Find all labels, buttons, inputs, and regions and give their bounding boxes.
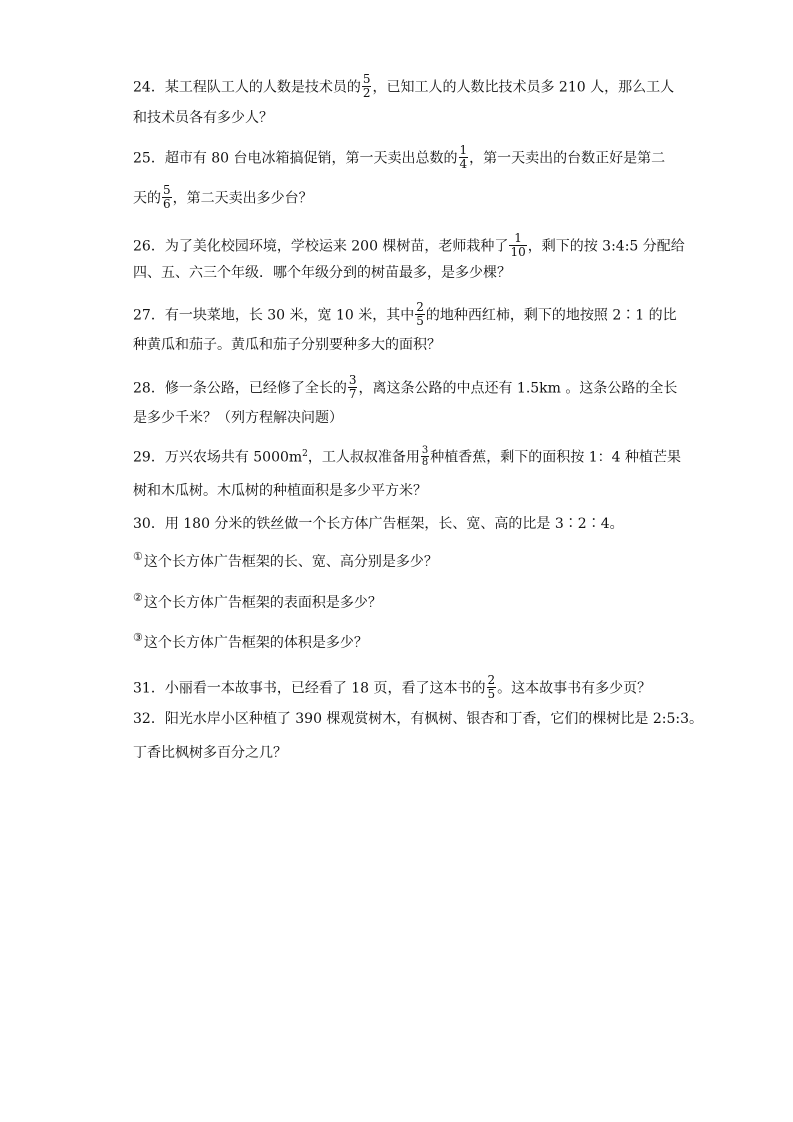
fraction-denominator: 2 (362, 86, 371, 100)
problem-32-line-2: 丁香比枫树多百分之几？ (133, 745, 287, 761)
circled-number-2: ② (133, 591, 143, 605)
fraction-numerator: 2 (416, 300, 424, 314)
circled-number-1: ① (133, 550, 143, 564)
fraction-numerator: 3 (421, 445, 429, 456)
problem-31-text-a: 31．小丽看一本故事书，已经看了 18 页，看了这本书的 (133, 680, 486, 697)
problem-29-text-m: ，工人叔叔准备用 (307, 449, 420, 466)
problem-27-line-1 (133, 300, 677, 328)
problem-30-sub-3 (133, 633, 368, 653)
problem-29-text-b: 种植香蕉，剩下的面积按 1：4 种植芒果 (430, 449, 681, 466)
problem-25-text-d: ，第二天卖出多少台？ (172, 190, 313, 207)
fraction-denominator: 8 (421, 457, 429, 468)
fraction-denominator: 7 (348, 387, 357, 401)
fraction-1-10 (509, 232, 526, 259)
problem-30-sub-2-text: 这个长方体广告框架的表面积是多少？ (143, 595, 382, 611)
problem-28-line-2: 是多少千米？（列方程解决问题） (133, 410, 343, 426)
fraction-2-5 (415, 301, 425, 328)
fraction-numerator: 5 (163, 183, 171, 197)
problem-25-text-a: 25．超市有 80 台电冰箱搞促销，第一天卖出总数的 (133, 150, 458, 167)
problem-27-line-2: 种黄瓜和茄子。黄瓜和茄子分别要种多大的面积？ (133, 337, 441, 353)
problem-24-text-b: ，已知工人的人数比技术员多 210 人，那么工人 (372, 79, 675, 96)
problem-26-line-2: 四、五、六三个年级．哪个年级分到的树苗最多，是多少棵？ (133, 265, 511, 281)
fraction-3-7 (348, 374, 358, 401)
problem-25-text-b: ，第一天卖出的台数正好是第二 (469, 150, 666, 167)
problem-28-line-1 (133, 373, 678, 401)
problem-24-line-2: 和技术员各有多少人？ (133, 110, 273, 126)
problem-29-line-2: 树和木瓜树。木瓜树的种植面积是多少平方米？ (133, 483, 427, 499)
problem-26-line-1 (133, 231, 685, 259)
problem-26-text-a: 26．为了美化校园环境，学校运来 200 棵树苗，老师栽种了 (133, 238, 509, 255)
problem-29-text-a: 29．万兴农场共有 5000m (133, 449, 303, 466)
fraction-denominator: 5 (416, 314, 424, 328)
problem-26-text-b: ，剩下的按 3:4:5 分配给 (527, 238, 685, 255)
problem-32-line-1: 32．阳光水岸小区种植了 390 棵观赏树木，有枫树、银杏和丁香，它们的棵树比是 2:5:3。 (133, 711, 704, 727)
problem-24-text-a: 24．某工程队工人的人数是技术员的 (133, 79, 361, 96)
fraction-numerator: 2 (487, 673, 496, 687)
problem-25-line-2 (133, 183, 313, 211)
problem-28-text-a: 28．修一条公路，已经修了全长的 (133, 380, 347, 397)
fraction-5-2 (362, 73, 372, 100)
problem-28-text-b: ，离这条公路的中点还有 1.5km 。这条公路的全长 (358, 380, 678, 397)
problem-27-text-b: 的地种西红柿，剩下的地按照 2∶1 的比 (425, 307, 677, 324)
fraction-denominator: 5 (487, 687, 496, 701)
problem-25-text-c: 天的 (133, 190, 161, 207)
problem-30-sub-1 (133, 552, 438, 572)
fraction-3-8 (421, 445, 429, 468)
circled-number-3: ③ (133, 631, 143, 645)
problem-30-sub-1-text: 这个长方体广告框架的长、宽、高分别是多少？ (143, 554, 438, 570)
fraction-1-4 (459, 144, 469, 171)
problem-29-line-1 (133, 446, 681, 466)
fraction-numerator: 3 (348, 373, 357, 387)
fraction-numerator: 1 (459, 143, 468, 157)
problem-31-text-b: 。这本故事书有多少页？ (497, 680, 652, 697)
problem-31-line-1 (133, 673, 652, 701)
problem-24-line-1 (133, 72, 675, 100)
fraction-denominator: 10 (510, 245, 526, 259)
problem-27-text-a: 27．有一块菜地，长 30 米，宽 10 米，其中 (133, 307, 415, 324)
fraction-5-6 (162, 184, 172, 211)
problem-25-line-1 (133, 143, 666, 171)
fraction-2-5 (487, 674, 497, 701)
superscript-2: 2 (302, 448, 308, 459)
problem-30-sub-3-text: 这个长方体广告框架的体积是多少？ (143, 635, 368, 651)
problem-30-line-1: 30．用 180 分米的铁丝做一个长方体广告框架，长、宽、高的比是 3∶2∶4。 (133, 516, 624, 532)
fraction-numerator: 5 (362, 72, 371, 86)
problem-30-sub-2 (133, 593, 382, 613)
fraction-denominator: 6 (163, 197, 171, 211)
fraction-denominator: 4 (459, 157, 468, 171)
fraction-numerator: 1 (514, 231, 522, 245)
